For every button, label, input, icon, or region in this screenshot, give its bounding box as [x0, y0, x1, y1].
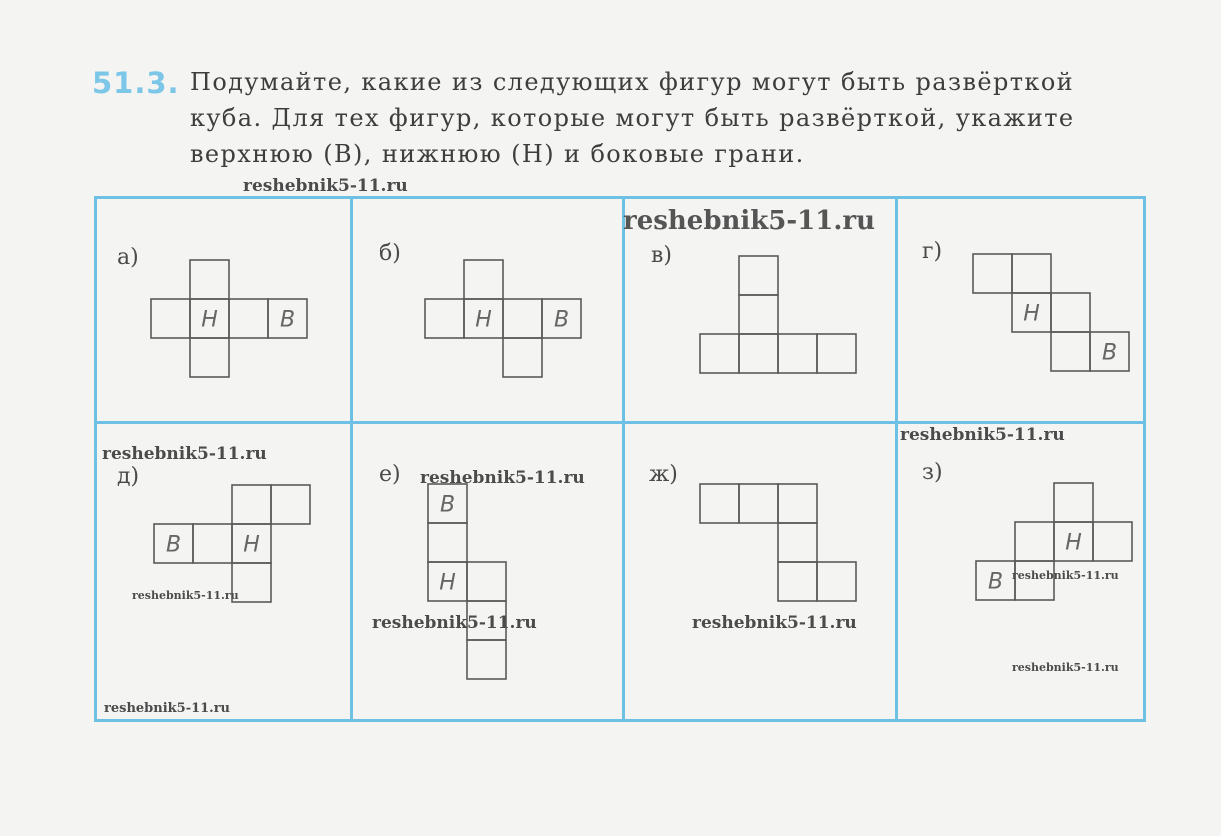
problem-text-line-1: Подумайте, какие из следующих фигур могут быть развёрткой	[190, 68, 1075, 96]
net-square	[1051, 332, 1090, 371]
net-square	[739, 484, 778, 523]
net-square	[817, 562, 856, 601]
face-label: Н	[475, 307, 492, 333]
net-square	[271, 485, 310, 524]
figure-label: е)	[379, 462, 401, 487]
watermark: reshebnik5-11.ru	[102, 444, 267, 464]
watermark: reshebnik5-11.ru	[132, 589, 239, 602]
face-label: В	[553, 307, 570, 333]
net-square	[464, 260, 503, 299]
figure-label: б)	[379, 241, 401, 266]
problem-number: 51.3.	[92, 66, 180, 100]
net-square	[229, 299, 268, 338]
net-square	[190, 338, 229, 377]
net-square	[700, 334, 739, 373]
cube-net-b	[353, 199, 622, 421]
face-label: Н	[1065, 530, 1082, 556]
problem-text-line-2: куба. Для тех фигур, которые могут быть развёрткой, укажите	[190, 104, 1075, 132]
net-square	[193, 524, 232, 563]
net-square	[739, 295, 778, 334]
net-square	[700, 484, 739, 523]
figure-cell-a	[97, 199, 350, 421]
net-square	[467, 562, 506, 601]
net-square	[739, 334, 778, 373]
face-label: Н	[1023, 301, 1040, 327]
figure-cell-g	[898, 199, 1149, 421]
watermark: reshebnik5-11.ru	[420, 468, 585, 488]
face-label: В	[165, 532, 182, 558]
net-square	[428, 523, 467, 562]
cube-net-zh	[625, 424, 895, 725]
watermark: reshebnik5-11.ru	[372, 613, 537, 633]
cube-net-a	[97, 199, 350, 421]
face-label: Н	[201, 307, 218, 333]
cube-net-g	[898, 199, 1149, 421]
net-square	[1093, 522, 1132, 561]
watermark: reshebnik5-11.ru	[692, 613, 857, 633]
net-square	[190, 260, 229, 299]
figure-label: ж)	[649, 462, 678, 487]
watermark: reshebnik5-11.ru	[243, 176, 408, 196]
net-square	[467, 640, 506, 679]
figure-cell-zh	[625, 424, 895, 725]
watermark: reshebnik5-11.ru	[623, 206, 876, 236]
net-square	[1051, 293, 1090, 332]
face-label: В	[439, 492, 456, 518]
face-label: Н	[439, 570, 456, 596]
figure-cell-b	[353, 199, 622, 421]
net-square	[778, 562, 817, 601]
net-square	[1054, 483, 1093, 522]
net-square	[1015, 522, 1054, 561]
net-square	[503, 299, 542, 338]
watermark: reshebnik5-11.ru	[104, 701, 231, 716]
net-square	[778, 484, 817, 523]
face-label: В	[1101, 340, 1118, 366]
figure-label: г)	[922, 239, 943, 264]
face-label: В	[987, 569, 1004, 595]
face-label: Н	[243, 532, 260, 558]
problem-text-line-3: верхнюю (В), нижнюю (Н) и боковые грани.	[190, 140, 805, 168]
net-square	[778, 334, 817, 373]
face-label: В	[279, 307, 296, 333]
watermark: reshebnik5-11.ru	[1012, 569, 1119, 582]
figure-label: а)	[117, 245, 139, 270]
net-square	[973, 254, 1012, 293]
figure-cell-d	[97, 424, 350, 725]
figure-label: д)	[117, 464, 140, 489]
figure-label: з)	[922, 460, 943, 485]
watermark: reshebnik5-11.ru	[900, 425, 1065, 445]
figure-label: в)	[651, 243, 672, 268]
watermark: reshebnik5-11.ru	[1012, 661, 1119, 674]
net-square	[739, 256, 778, 295]
cube-net-d	[97, 424, 350, 725]
net-square	[425, 299, 464, 338]
net-square	[817, 334, 856, 373]
net-square	[232, 485, 271, 524]
net-square	[778, 523, 817, 562]
net-square	[151, 299, 190, 338]
net-square	[503, 338, 542, 377]
net-square	[1012, 254, 1051, 293]
